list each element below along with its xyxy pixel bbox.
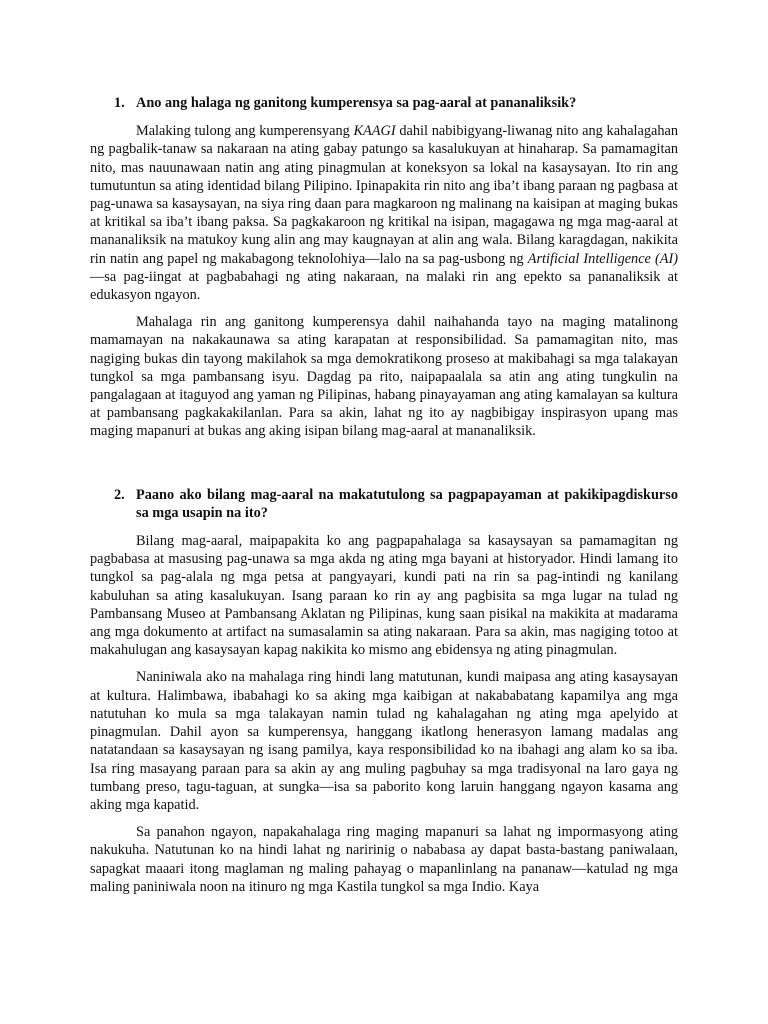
question-heading-1 (90, 94, 678, 112)
question-number: 1. (114, 95, 125, 111)
question-text: Paano ako bilang mag-aaral na makatutulong sa pagpapayaman at pakikipagdiskurso sa mga usapin na ito? (136, 486, 678, 521)
question-heading-2 (90, 486, 678, 522)
paragraph: Naniniwala ako na mahalaga ring hindi lang matutunan, kundi maipasa ang ating kasaysayan at kultura. Halimbawa, ibabahagi ko sa aking mga kaibigan at nakababatang kapamilya ang mga natutuhan ko mula sa mga talakayan namin tulad ng kahalagahan ng ating mga apelyido at pinagmulan. Dahil ayon sa kumperensya, hanggang ikatlong henerasyon lamang madalas ang natatandaan sa kasaysayan ng isang pamilya, kaya responsibilidad ko na ibahagi ang alam ko sa iba. Isa ring masayang paraan para sa akin ay ang muling pagbuhay sa mga tradisyonal na laro gaya ng tumbang preso, tagu-taguan, at sungka—isa sa paborito kong laruin hanggang ngayon kasama ang aking mga kapatid. (90, 669, 678, 813)
paragraph-text: Malaking tulong ang kumperensyang (136, 123, 354, 140)
paragraph-text: —sa pag-iingat at pagbabahagi ng ating nakaraan, na malaki rin ang epekto sa pananaliksik at edukasyon ngayon. (90, 268, 678, 304)
paragraph-text: dahil nabibigyang-liwanag nito ang kahalagahan ng pagbalik-tanaw sa nakaraan na ating gabay patungo sa kasalukuyan at hinaharap. Sa pamamagitan nito, mas nauunawaan natin ang ating pinagmulan at koneksyon sa lokal na kasaysayan. Ito rin ang tumutuntun sa ating identidad bilang Pilipino. Ipinapakita rin nito ang iba’t ibang paraan ng pagbasa at pag-unawa sa kasaysayan, na siya ring daan para magkaroon ng malinang na kaisipan at maging bukas at kritikal sa iba’t ibang paksa. Sa pagkakaroon ng kritikal na isipan, magagawa ng mga mag-aaral at mananaliksik na matukoy kung alin ang may kaugnayan at alin ang wala. Bilang karagdagan, nakikita rin natin ang papel ng makabagong teknolohiya—lalo na sa pag-usbong ng (90, 123, 678, 267)
question-text: Ano ang halaga ng ganitong kumperensya sa pag-aaral at pananaliksik? (136, 95, 577, 111)
document-body (90, 94, 678, 905)
paragraph (90, 122, 678, 304)
paragraph: Mahalaga rin ang ganitong kumperensya dahil naihahanda tayo na maging matalinong mamamayan na nakakaunawa sa ating karapatan at responsibilidad. Sa pamamagitan nito, mas nagiging bukas din tayong makilahok sa mga demokratikong proseso at makibahagi sa mga talakayan tungkol sa mga pambansang isyu. Dagdag pa rito, naipapaalala sa atin ang ating tungkulin na pangalagaan at itaguyod ang yaman ng Pilipinas, habang pinayayaman ang ating kamalayan sa kultura at pambansang pagkakakilanlan. Para sa akin, lahat ng ito ay nagbibigay inspirasyon upang mas maging mapanuri at bukas ang aking isipan bilang mag-aaral at mananaliksik. (90, 314, 678, 440)
section-spacer (90, 450, 678, 486)
paragraph-emphasis: KAAGI (353, 123, 396, 140)
paragraph-emphasis: Artificial Intelligence (AI) (527, 250, 678, 267)
question-number: 2. (114, 486, 125, 503)
paragraph: Bilang mag-aaral, maipapakita ko ang pagpapahalaga sa kasaysayan sa pamamagitan ng pagbabasa at masusing pag-unawa sa mga akda ng ating mga bayani at historyador. Hindi lamang ito tungkol sa pag-alala ng mga petsa at pangyayari, kundi pati na rin sa pag-intindi ng kanilang kabuluhan sa ating kasalukuyan. Isang paraan ko rin ay ang pagbisita sa mga lugar na tulad ng Pambansang Museo at Pambansang Aklatan ng Pilipinas, kung saan pisikal na makikita at madarama ang mga dokumento at artifact na sumasalamin sa ating nakaraan. Para sa akin, mas nagiging totoo at makahulugan ang kasaysayan kapag nakikita ko mismo ang ebidensya ng ating pinagmulan. (90, 533, 678, 659)
paragraph: Sa panahon ngayon, napakahalaga ring maging mapanuri sa lahat ng impormasyong ating nakukuha. Natutunan ko na hindi lahat ng naririnig o nababasa ay dapat basta-bastang paniwalaan, sapagkat maaari itong maglaman ng maling pahayag o mapanlinlang na pananaw—katulad ng mga maling paniniwala noon na itinuro ng mga Kastila tungkol sa mga Indio. Kaya (90, 824, 678, 895)
